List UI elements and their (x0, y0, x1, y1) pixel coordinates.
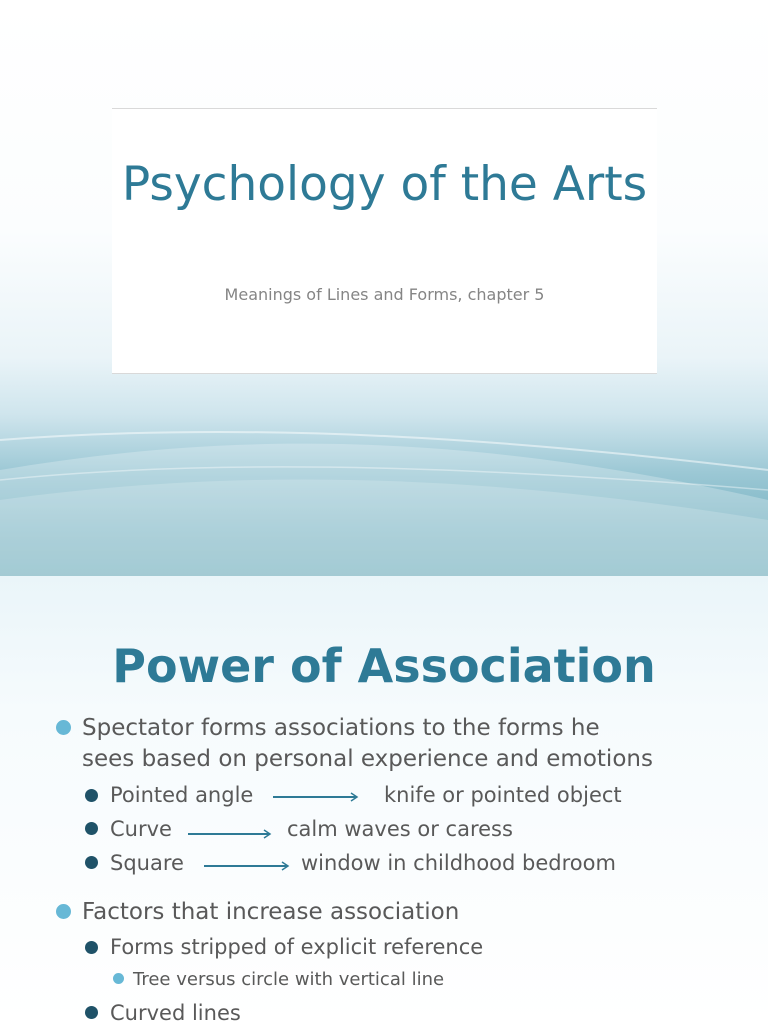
sub-bullet-dot (85, 822, 98, 835)
sub-bullet-dot (85, 1006, 98, 1019)
slide-subtitle: Meanings of Lines and Forms, chapter 5 (224, 285, 545, 304)
association-text: window in childhood bedroom (301, 851, 616, 875)
association-text: knife or pointed object (384, 783, 622, 807)
association-text: calm waves or caress (287, 817, 513, 841)
arrow-icon (203, 859, 295, 873)
sub-bullet-label: Curve (110, 817, 172, 841)
arrow-icon (272, 790, 362, 804)
title-box (112, 108, 657, 374)
bullet-text: Factors that increase association (82, 899, 460, 925)
slide-title: Psychology of the Arts (121, 157, 648, 212)
content-slide (0, 576, 768, 1024)
sub-sub-bullet-label: Tree versus circle with vertical line (133, 969, 445, 990)
slide-title: Power of Association (112, 639, 656, 693)
bullet-dot (56, 904, 71, 919)
sub-bullet-dot (85, 856, 98, 869)
arrow-icon (187, 827, 277, 841)
sub-bullet-label: Square (110, 851, 184, 875)
sub-bullet-label: Forms stripped of explicit reference (110, 935, 484, 959)
bullet-text: Spectator forms associations to the forms he (82, 715, 600, 741)
sub-sub-bullet-dot (113, 973, 124, 984)
bullet-dot (56, 720, 71, 735)
sub-bullet-dot (85, 941, 98, 954)
bullet-text: sees based on personal experience and emotions (82, 746, 653, 772)
sub-bullet-label: Curved lines (110, 1001, 241, 1024)
sub-bullet-label: Pointed angle (110, 783, 254, 807)
sub-bullet-dot (85, 789, 98, 802)
